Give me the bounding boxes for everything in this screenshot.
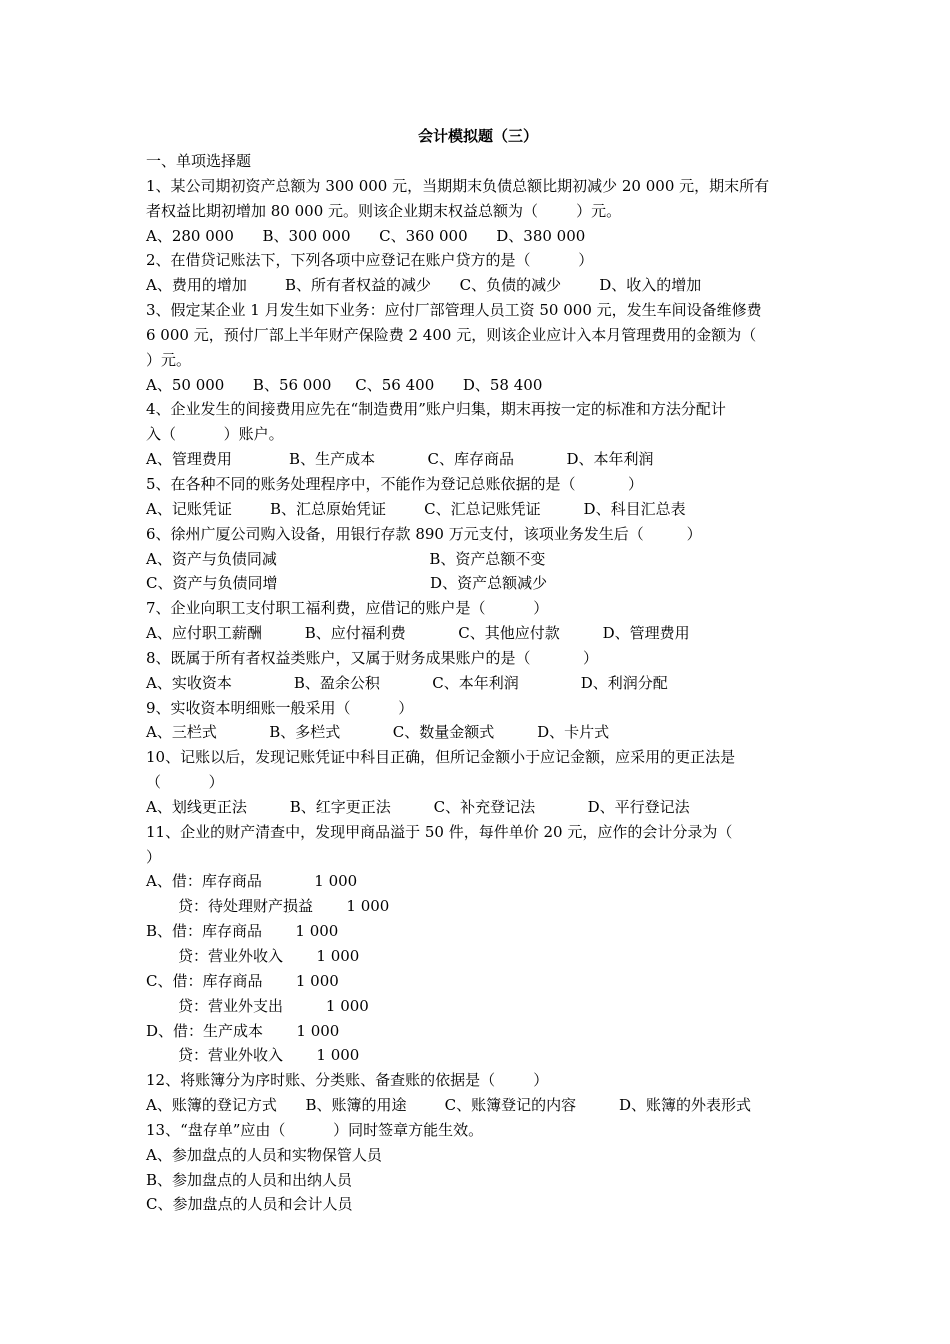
journal-entry-debit: C、借：库存商品 1 000 [146,971,339,990]
journal-entry-credit: 贷：待处理财产损益 1 000 [178,897,390,916]
answer-options: A、资产与负债同减 B、资产总额不变 [146,549,546,568]
question-line: 13、“盘存单”应由（ ）同时签章方能生效。 [146,1120,484,1139]
answer-option: C、参加盘点的人员和会计人员 [146,1195,353,1214]
answer-options: A、应付职工薪酬 B、应付福利费 C、其他应付款 D、管理费用 [146,624,690,643]
question-line: 5、在各种不同的账务处理程序中，不能作为登记总账依据的是（ ） [146,474,643,493]
question-line: 9、实收资本明细账一般采用（ ） [146,698,414,717]
question-line: 2、在借贷记账法下，下列各项中应登记在账户贷方的是（ ） [146,251,594,270]
answer-options: C、资产与负债同增 D、资产总额减少 [146,574,548,593]
journal-entry-credit: 贷：营业外支出 1 000 [178,996,369,1015]
question-line: 1、某公司期初资产总额为 300 000 元，当期期末负债总额比期初减少 20 000 元，期末所有 [146,176,770,195]
answer-options: A、50 000 B、56 000 C、56 400 D、58 400 [146,375,543,394]
journal-entry-credit: 贷：营业外收入 1 000 [178,947,360,965]
section-heading: 一、单项选择题 [146,152,252,170]
question-line: ）元。 [146,350,192,369]
answer-options: A、三栏式 B、多栏式 C、数量金额式 D、卡片式 [146,723,610,742]
question-line: 10、记账以后，发现记账凭证中科目正确，但所记金额小于应记金额，应采用的更正法是 [146,748,736,767]
question-line: 入（ ）账户。 [146,425,284,444]
journal-entry-debit: D、借：生产成本 1 000 [146,1021,340,1040]
answer-options: A、管理费用 B、生产成本 C、库存商品 D、本年利润 [146,450,654,469]
question-line: 7、企业向职工支付职工福利费，应借记的账户是（ ） [146,599,549,618]
question-line: 11、企业的财产清查中，发现甲商品溢于 50 件，每件单价 20 元，应作的会计分录为（ [146,822,733,841]
exam-page [146,124,810,1217]
question-line: 12、将账簿分为序时账、分类账、备查账的依据是（ ） [146,1071,549,1090]
answer-options: A、划线更正法 B、红字更正法 C、补充登记法 D、平行登记法 [146,797,690,816]
journal-entry-credit: 贷：营业外收入 1 000 [178,1046,360,1065]
question-line: 8、既属于所有者权益类账户，又属于财务成果账户的是（ ） [146,648,598,667]
journal-entry-debit: B、借：库存商品 1 000 [146,922,339,941]
journal-entry-debit: A、借：库存商品 1 000 [146,872,358,891]
answer-options: A、实收资本 B、盈余公积 C、本年利润 D、利润分配 [146,673,668,692]
answer-option: A、参加盘点的人员和实物保管人员 [146,1145,382,1164]
question-line: 者权益比期初增加 80 000 元。则该企业期末权益总额为（ ）元。 [146,201,622,220]
question-line: 6、徐州广厦公司购入设备，用银行存款 890 万元支付，该项业务发生后（ ） [146,524,702,543]
question-line: 6 000 元，预付厂部上半年财产保险费 2 400 元，则该企业应计入本月管理费用的金额为（ [146,325,757,344]
answer-options: A、记账凭证 B、汇总原始凭证 C、汇总记账凭证 D、科目汇总表 [146,499,686,518]
question-line: 4、企业发生的间接费用应先在“制造费用”账户归集，期末再按一定的标准和方法分配计 [146,400,726,419]
question-line: 3、假定某企业 1 月发生如下业务：应付厂部管理人员工资 50 000 元，发生车间设备维修费 [146,301,762,320]
page-title: 会计模拟题（三） [417,127,538,145]
answer-options: A、费用的增加 B、所有者权益的减少 C、负债的减少 D、收入的增加 [146,276,702,295]
answer-option: B、参加盘点的人员和出纳人员 [146,1170,353,1189]
question-line: ） [146,847,162,866]
question-line: （ ） [146,773,224,792]
answer-options: A、账簿的登记方式 B、账簿的用途 C、账簿登记的内容 D、账簿的外表形式 [146,1096,752,1115]
answer-options: A、280 000 B、300 000 C、360 000 D、380 000 [146,226,586,245]
